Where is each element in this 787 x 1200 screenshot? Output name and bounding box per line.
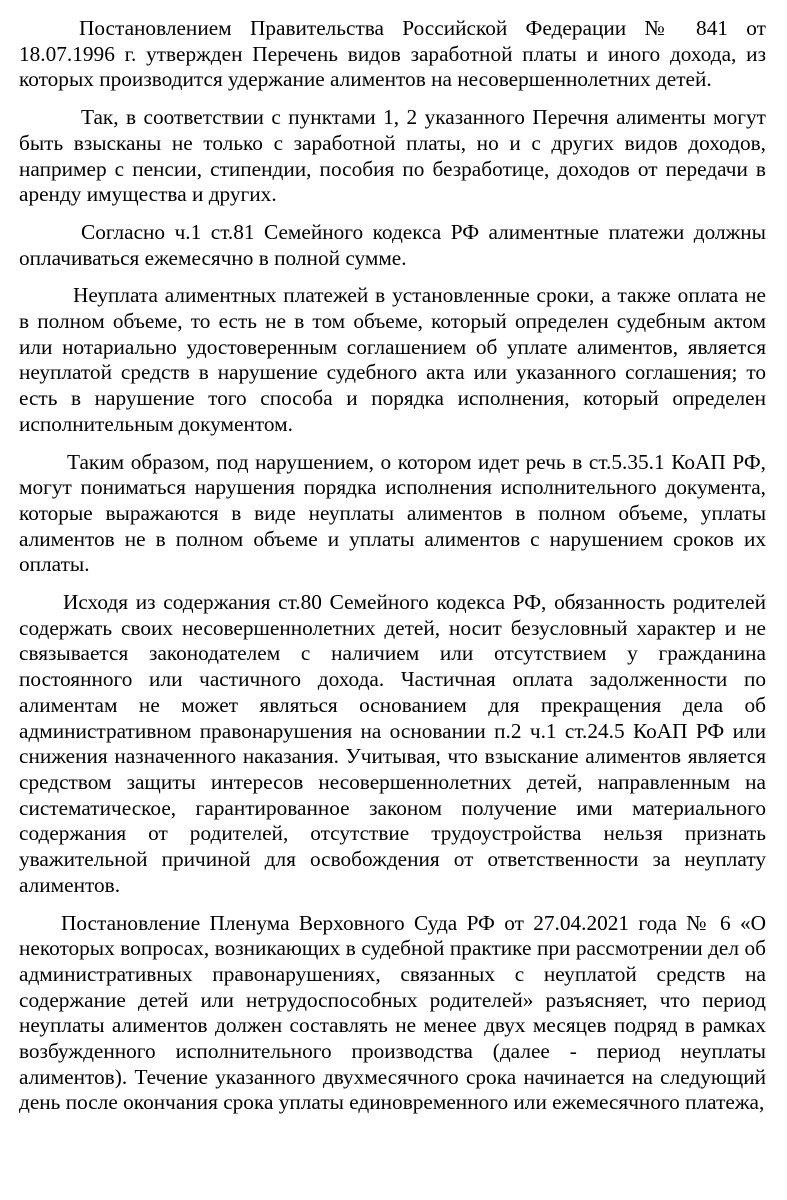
paragraph-decree-841: Постановлением Правительства Российской Федерации № 841 от 18.07.1996 г. утвержден Перечень видов заработной платы и иного дохода, из которых производится удержание алиментов на несовершеннолетних детей. xyxy=(19,16,766,92)
paragraph-nonpayment-definition: Неуплата алиментных платежей в установленные сроки, а также оплата не в полном объеме, то есть не в том объеме, который определен судебным актом или нотариально удостоверенным соглашением об уплате алиментов, является неуплатой средств в нарушение судебного акта или указанного соглашения; то есть в нарушение того способа и порядка исполнения, который определен исполнительным документом. xyxy=(19,283,766,436)
paragraph-monthly-payment: Согласно ч.1 ст.81 Семейного кодекса РФ алиментные платежи должны оплачиваться ежемесячно в полной сумме. xyxy=(19,219,766,270)
document-page xyxy=(19,16,766,1128)
paragraph-income-types: Так, в соответствии с пунктами 1, 2 указанного Перечня алименты могут быть взысканы не только с заработной платы, но и с других видов доходов, например с пенсии, стипендии, пособия по безработице, доходов от передачи в аренду имущества и других. xyxy=(19,105,766,207)
paragraph-plenum-resolution: Постановление Пленума Верховного Суда РФ от 27.04.2021 года № 6 «О некоторых вопросах, возникающих в судебной практике при рассмотрении дел об административных правонарушениях, связанных с неуплатой средств на содержание детей или нетрудоспособных родителей» разъясняет, что период неуплаты алиментов должен составлять не менее двух месяцев подряд в рамках возбужденного исполнительного производства (далее - период неуплаты алиментов). Течение указанного двухмесячного срока начинается на следующий день после окончания срока уплаты единовременного или ежемесячного платежа, xyxy=(19,910,766,1115)
paragraph-violation-5-35-1: Таким образом, под нарушением, о котором идет речь в ст.5.35.1 КоАП РФ, могут пониматься нарушения порядка исполнения исполнительного документа, которые выражаются в виде неуплаты алиментов в полном объеме, уплаты алиментов не в полном объеме и уплаты алиментов с нарушением сроков их оплаты. xyxy=(19,449,766,577)
paragraph-parental-obligation: Исходя из содержания ст.80 Семейного кодекса РФ, обязанность родителей содержать своих несовершеннолетних детей, носит безусловный характер и не связывается законодателем с наличием или отсутствием у гражданина постоянного или частичного дохода. Частичная оплата задолженности по алиментам не может являться основанием для прекращения дела об административном правонарушения на основании п.2 ч.1 ст.24.5 КоАП РФ или снижения назначенного наказания. Учитывая, что взыскание алиментов является средством защиты интересов несовершеннолетних детей, направленным на систематическое, гарантированное законом получение ими материального содержания от родителей, отсутствие трудоустройства нельзя признать уважительной причиной для освобождения от ответственности за неуплату алиментов. xyxy=(19,590,766,897)
